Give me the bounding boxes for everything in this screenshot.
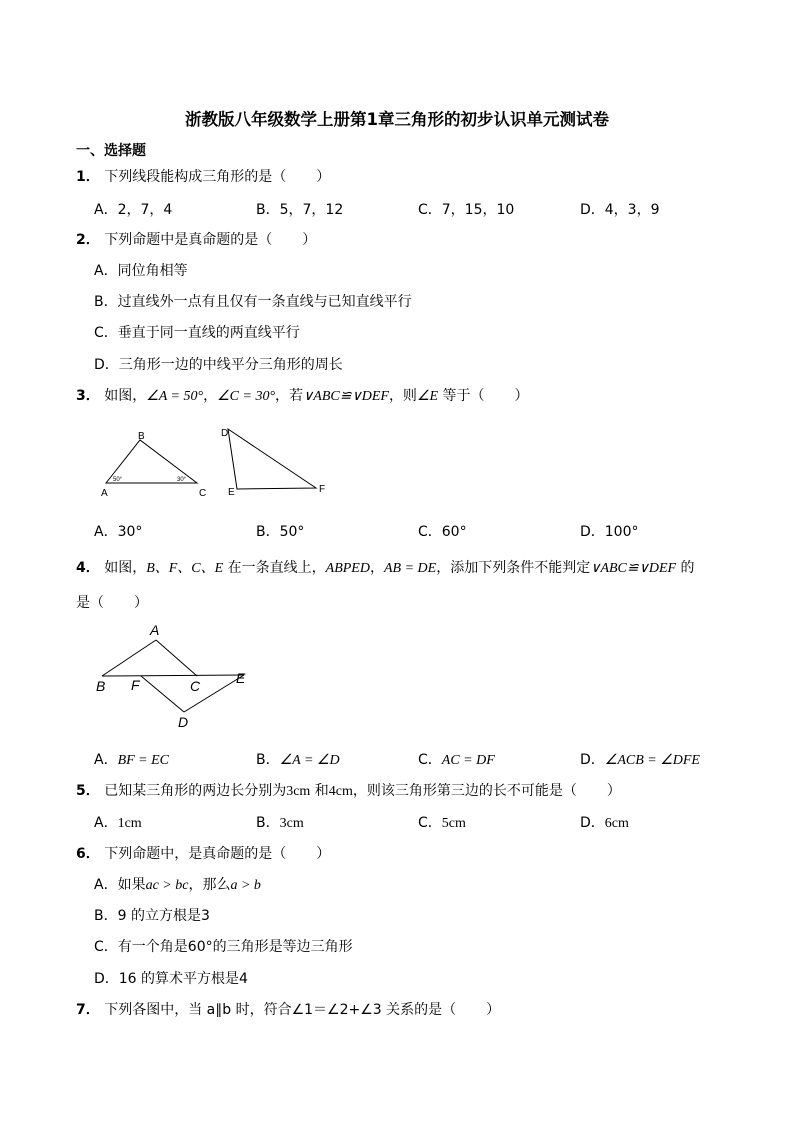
question-stem: 下列线段能构成三角形的是（ (104, 169, 287, 185)
section-heading: 一、选择题 (76, 143, 146, 159)
angle-label-a: 50° (113, 477, 123, 483)
point-label-f: F (131, 677, 140, 693)
question-text: ，则 (388, 388, 417, 404)
math-expression: AC = DF (441, 753, 495, 768)
question-paren-close: ） (486, 1002, 501, 1018)
question-number: 7． (76, 1002, 100, 1018)
question-text: 和 (314, 783, 329, 799)
option-c (418, 812, 466, 832)
option-label: A． (94, 815, 118, 831)
triangle-def-shape (228, 429, 316, 489)
question-text: 的 (680, 560, 695, 576)
math-expression: ∨ABC≌∨DEF (590, 561, 677, 576)
option-c: C．7，15，10 (418, 202, 515, 218)
question-1 (76, 166, 330, 186)
option-text: B．9 的立方根是 (94, 908, 201, 924)
question-7 (76, 999, 500, 1019)
option-label: D． (580, 815, 605, 831)
option-value: 5cm (441, 816, 466, 831)
option-c (94, 936, 353, 956)
option-label: D． (580, 752, 605, 768)
segment-ab (102, 640, 156, 676)
option-d: D．100° (580, 524, 639, 540)
question-text: 已知某三角形的两边长分别为 (104, 783, 287, 799)
option-b: B．50° (256, 524, 305, 540)
question-4-continued (76, 592, 148, 612)
vertex-label-d: D (221, 428, 229, 439)
option-label: C． (418, 815, 442, 831)
question-paren-close: ） (134, 595, 148, 611)
question-6 (76, 843, 330, 863)
option-a: A．同位角相等 (94, 263, 188, 279)
line-be (102, 675, 244, 676)
option-d: D．三角形一边的中线平分三角形的周长 (94, 357, 343, 373)
question-number: 3． (76, 388, 100, 404)
vertex-label-e: E (228, 487, 235, 498)
question-number: 4． (76, 560, 100, 576)
question-text: 如图， (104, 388, 147, 404)
option-d: D．4，3，9 (580, 202, 660, 218)
triangle-abc (101, 431, 206, 499)
point-label-b: B (96, 678, 106, 694)
option-value: 6cm (604, 816, 629, 831)
question-text: ， (203, 388, 218, 404)
option-b (256, 749, 340, 769)
question-number: 6． (76, 846, 100, 862)
option-label: A． (94, 752, 118, 768)
vertex-label-c: C (199, 488, 207, 499)
question-4 (76, 557, 695, 577)
math-expression: ∠A = 50° (146, 389, 204, 404)
option-a (94, 874, 261, 894)
option-a: A．2，7，4 (94, 202, 173, 218)
question-number: 1． (76, 169, 100, 185)
math-expression: AB = DE (383, 561, 437, 576)
option-value: 4 (239, 971, 248, 987)
vertex-label-f: F (319, 484, 326, 495)
question-text: 如图， (104, 560, 147, 576)
math-expression: a > b (230, 878, 261, 893)
option-a (94, 749, 169, 769)
option-text: D．16 的算术平方根是 (94, 971, 240, 987)
segment-fd (141, 676, 184, 712)
page-title: 浙教版八年级数学上册第1章三角形的初步认识单元测试卷 (185, 110, 609, 129)
option-text: A．如果 (94, 877, 146, 893)
option-b: B．5，7，12 (256, 202, 344, 218)
question-stem: 下列各图中，当 a∥b 时，符合∠1＝∠2+∠3 关系的是（ (104, 1002, 457, 1018)
question-number: 2． (76, 232, 100, 248)
option-label: B． (256, 815, 280, 831)
option-value: 3 (200, 908, 210, 924)
vertex-label-a: A (101, 488, 108, 499)
math-expression: ABPED (325, 561, 370, 576)
point-label-d: D (178, 714, 189, 730)
option-text: 的三角形是等边三角形 (212, 939, 353, 955)
question-2 (76, 229, 316, 249)
segment-ac (156, 640, 197, 676)
option-a: A．30° (94, 524, 143, 540)
angle-label-c: 30° (177, 477, 187, 483)
figure-q4 (94, 620, 264, 735)
question-3 (76, 385, 529, 405)
question-number: 5． (76, 783, 100, 799)
question-text: ， (369, 560, 384, 576)
math-expression: ∨ABC≌∨DEF (303, 389, 389, 404)
option-d (94, 968, 248, 988)
question-paren-close: ） (606, 783, 621, 799)
option-label: B． (256, 752, 280, 768)
option-value: 1cm (117, 816, 142, 831)
math-value: 4cm (328, 784, 353, 799)
question-paren-close: ） (514, 388, 529, 404)
option-a (94, 812, 142, 832)
option-text: C．有一个角是 (94, 939, 188, 955)
option-c (418, 749, 495, 769)
question-text: 是（ (76, 595, 104, 611)
point-label-a: A (150, 622, 160, 638)
math-expression: ∠E (416, 389, 439, 404)
math-value: 3cm (286, 784, 311, 799)
math-expression: ac > bc (145, 878, 189, 893)
question-text: ，添加下列条件不能判定 (436, 560, 591, 576)
point-label-c: C (190, 678, 201, 694)
option-value: 3cm (279, 816, 304, 831)
option-d (580, 749, 700, 769)
question-text: ，则该三角形第三边的长不可能是（ (352, 783, 577, 799)
question-stem: 下列命题中，是真命题的是（ (104, 846, 287, 862)
vertex-label-b: B (138, 431, 145, 442)
question-paren-close: ） (316, 169, 331, 185)
question-5 (76, 780, 621, 800)
option-c: C．垂直于同一直线的两直线平行 (94, 325, 300, 341)
question-paren-close: ） (302, 232, 317, 248)
triangle-def (221, 428, 325, 498)
math-expression: ∠C = 30° (217, 389, 276, 404)
option-c: C．60° (418, 524, 467, 540)
option-b (256, 812, 304, 832)
option-d (580, 812, 629, 832)
question-stem: 下列命题中是真命题的是（ (104, 232, 273, 248)
question-text: ，若 (275, 388, 304, 404)
math-expression: B、F、C、E (146, 561, 224, 576)
math-expression: ∠A = ∠D (279, 753, 340, 768)
option-value: 60° (187, 939, 213, 955)
math-expression: ∠ACB = ∠DFE (604, 753, 700, 768)
figure-q3-triangles (100, 425, 340, 500)
option-b (94, 905, 210, 925)
option-label: C． (418, 752, 442, 768)
option-text: ，那么 (188, 877, 231, 893)
option-b: B．过直线外一点有且仅有一条直线与已知直线平行 (94, 294, 412, 310)
question-text: 在一条直线上， (227, 560, 326, 576)
math-expression: BF = EC (117, 753, 170, 768)
point-label-e: E (236, 670, 246, 686)
question-text: 等于（ (442, 388, 485, 404)
question-paren-close: ） (316, 846, 331, 862)
